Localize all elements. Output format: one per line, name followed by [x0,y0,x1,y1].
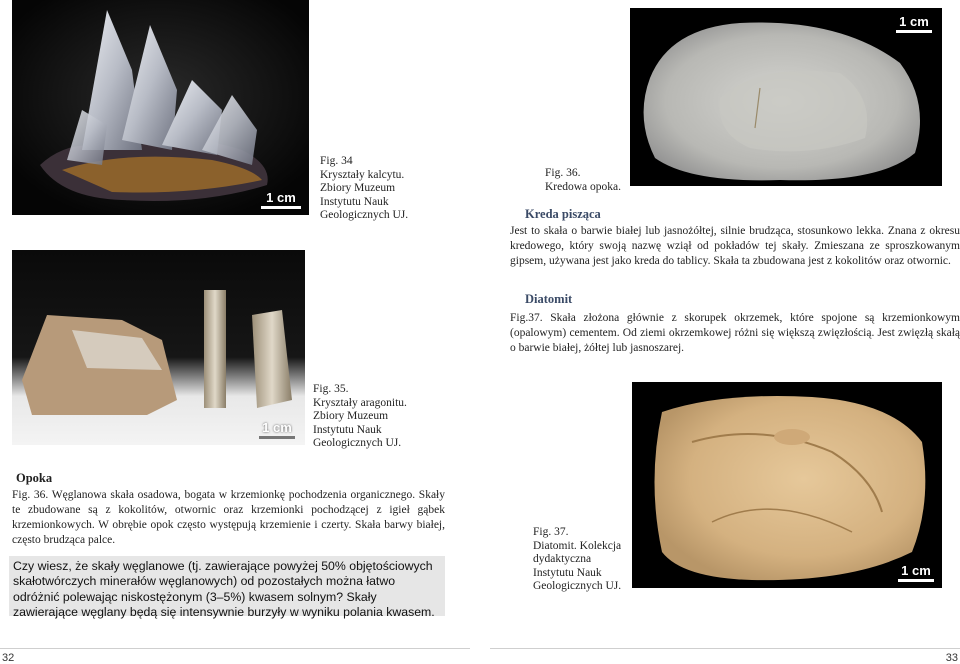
scale-bar-label: 1 cm [266,190,296,205]
caption-line: Kryształy kalcytu. [320,168,405,181]
did-you-know-text: Czy wiesz, że skały węglanowe (tj. zawierające powyżej 50% objętościowych skałotwórczych minerałów węglanowych) od pozostałych można łatwo odróżnić polewając niskostężonym (3–5%) kwasem solnym? Skały zawierające węglany będą się intensywnie burzyły w wyniku polania kwasem. [13,559,435,620]
fig35-caption [313,383,407,451]
right-footer-rule [490,648,960,649]
caption-line: Instytutu Nauk [533,566,602,579]
scale-bar-label: 1 cm [901,563,931,578]
opoka-heading: Opoka [16,471,53,485]
opoka-photo [630,8,942,186]
aragonite-crystals-photo [12,250,305,445]
caption-line: Geologicznych UJ. [533,580,622,592]
caption-line: Fig. 35. [313,383,349,395]
caption-line: Fig. 34 [320,155,353,167]
page-number-left: 32 [2,652,15,664]
caption-line: Fig. 36. [545,167,581,179]
left-footer-rule [0,648,470,649]
fig36-caption [545,167,621,194]
caption-line: Zbiory Muzeum [320,182,396,194]
caption-line: Geologicznych UJ. [320,209,409,221]
scale-bar [259,190,303,209]
opoka-paragraph: Fig. 36. Węglanowa skała osadowa, bogata w krzemionkę pochodzenia organicznego. Skały te zbudowane są z kokolitów, otwornic oraz krzemionki pochodzącej z igieł gąbek krzemionkowych. W obrębie opok często występują krzemienie i czerty. Skała barwy białej, często brudząca palce. [12,489,445,546]
scale-bar-label: 1 cm [899,14,929,29]
caption-line: Kryształy aragonitu. [313,396,407,409]
scale-bar [896,563,936,582]
caption-line: Geologicznych UJ. [313,437,402,449]
caption-line: Fig. 37. [533,526,569,538]
caption-line: dydaktyczna [533,553,592,565]
caption-line: Diatomit. Kolekcja [533,539,622,552]
fig37-caption [533,526,621,594]
calcite-crystals-photo [12,0,309,215]
caption-line: Zbiory Muzeum [313,410,389,422]
scale-bar [894,14,934,33]
scale-bar-label: 1 cm [262,420,292,435]
scale-bar [257,420,297,439]
diatomit-heading: Diatomit [525,292,573,306]
kreda-heading: Kreda pisząca [525,207,601,221]
page-number-right: 33 [945,652,958,664]
did-you-know-box [9,556,445,620]
caption-line: Kredowa opoka. [545,180,622,193]
fig34-caption [320,155,408,223]
kreda-paragraph: Jest to skała o barwie białej lub jasnożółtej, silnie brudząca, stosunkowo lekka. Znana z okresu kredowego, który swoją nazwę wziął od pokładów tej skały. Zmieszana ze sproszkowanym gipsem, używana jest jako kreda do tablicy. Skała ta zbudowana jest z kokolitów oraz otwornic. [510,225,960,267]
diatomite-photo [632,382,942,588]
caption-line: Instytutu Nauk [313,423,382,436]
caption-line: Instytutu Nauk [320,195,389,208]
diatomit-paragraph: Fig.37. Skała złożona głównie z skorupek okrzemek, które spojone są krzemionkowym (opalowym) cementem. Od ziemi okrzemkowej różni się większą zwięzłością. Jest zwięzłą skałą o barwie białej, żółtej lub jasnoszarej. [510,312,960,354]
